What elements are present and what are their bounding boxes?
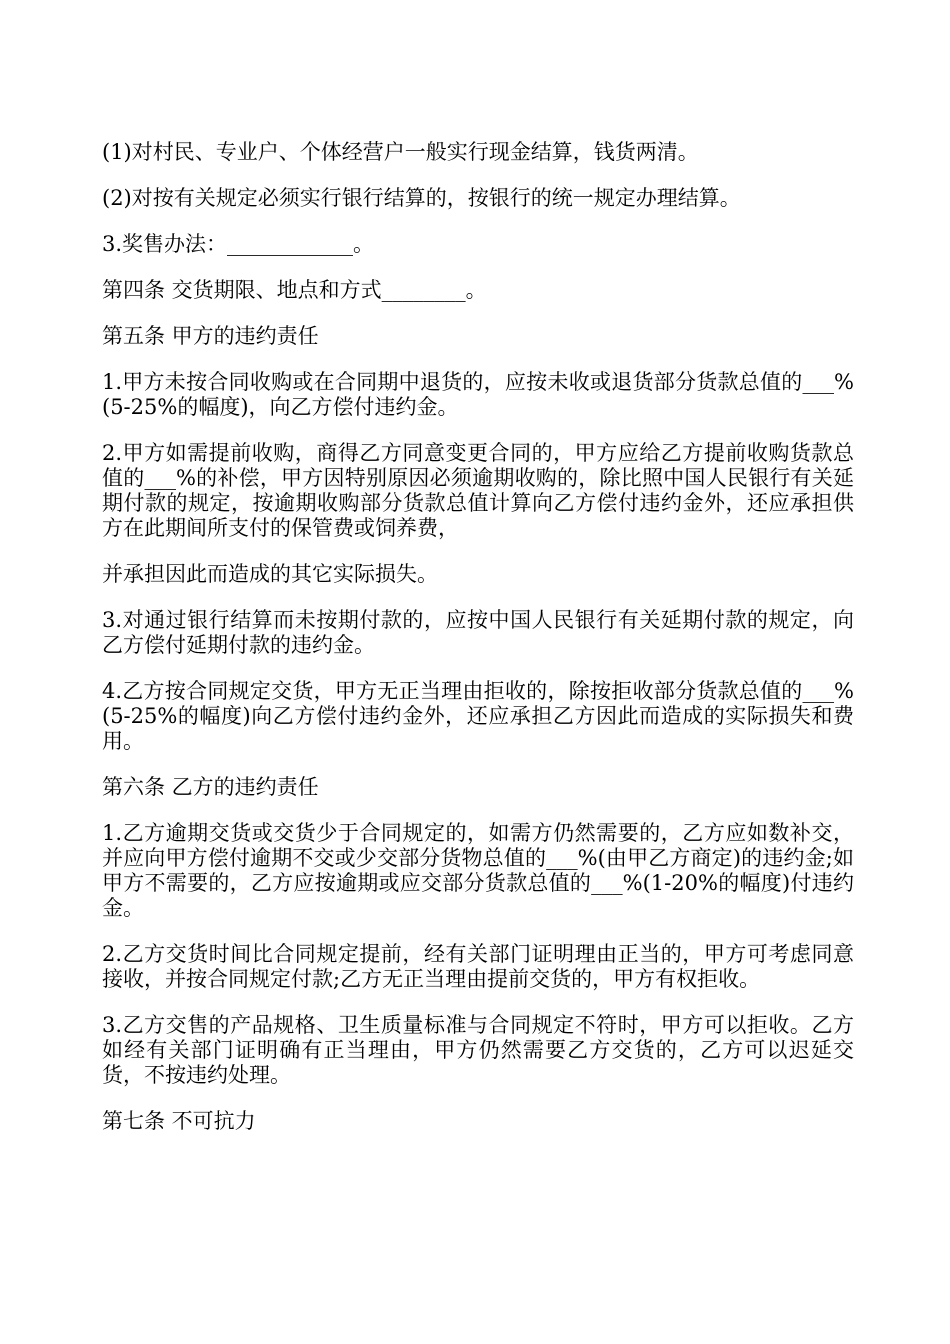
article-6-item-1: 1.乙方逾期交货或交货少于合同规定的，如需方仍然需要的，乙方应如数补交，并应向甲方偿付逾期不交或少交部分货物总值的___%(由甲乙方商定)的违约金;如甲方不需要的，乙方应按逾期或应交部分货款总值的___%(1-20%的幅度)付违约金。 — [102, 821, 854, 920]
article-5-item-2: 2.甲方如需提前收购，商得乙方同意变更合同的，甲方应给乙方提前收购货款总值的___%的补偿，甲方因特别原因必须逾期收购的，除比照中国人民银行有关延期付款的规定，按逾期收购部分货款总值计算向乙方偿付违约金外，还应承担供方在此期间所支付的保管费或饲养费， — [102, 441, 854, 540]
document-body — [102, 140, 854, 1155]
article-7-heading: 第七条 不可抗力 — [102, 1109, 256, 1133]
payment-clause-2: (2)对按有关规定必须实行银行结算的，按银行的统一规定办理结算。 — [102, 186, 741, 210]
article-4-heading: 第四条 交货期限、地点和方式________。 — [102, 278, 487, 302]
article-5-item-4: 4.乙方按合同规定交货，甲方无正当理由拒收的，除按拒收部分货款总值的___%(5-25%的幅度)向乙方偿付违约金外，还应承担乙方因此而造成的实际损失和费用。 — [102, 679, 854, 753]
article-5-item-2-continued: 并承担因此而造成的其它实际损失。 — [102, 562, 438, 586]
article-6-item-2: 2.乙方交货时间比合同规定提前，经有关部门证明理由正当的，甲方可考虑同意接收，并按合同规定付款;乙方无正当理由提前交货的，甲方有权拒收。 — [102, 942, 854, 991]
article-6-item-3: 3.乙方交售的产品规格、卫生质量标准与合同规定不符时，甲方可以拒收。乙方如经有关部门证明确有正当理由，甲方仍然需要乙方交货的，乙方可以迟延交货，不按违约处理。 — [102, 1013, 854, 1087]
article-5-item-1: 1.甲方未按合同收购或在合同期中退货的，应按未收或退货部分货款总值的___%(5-25%的幅度)，向乙方偿付违约金。 — [102, 370, 854, 419]
article-5-heading: 第五条 甲方的违约责任 — [102, 324, 319, 348]
payment-clause-1: (1)对村民、专业户、个体经营户一般实行现金结算，钱货两清。 — [102, 140, 699, 164]
article-5-item-3: 3.对通过银行结算而未按期付款的，应按中国人民银行有关延期付款的规定，向乙方偿付延期付款的违约金。 — [102, 608, 854, 657]
sales-incentive-clause: 3.奖售办法：____________。 — [102, 232, 375, 256]
article-6-heading: 第六条 乙方的违约责任 — [102, 775, 319, 799]
